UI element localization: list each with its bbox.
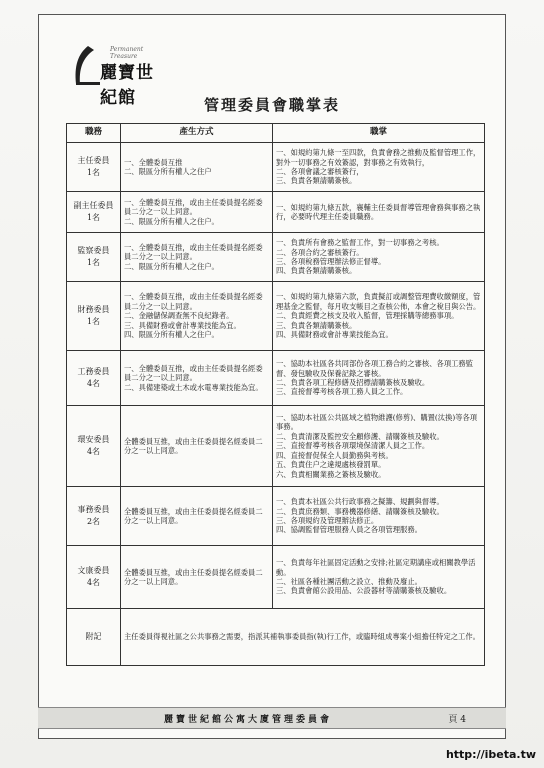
method-line: 二、金融儲保調查無不良紀錄者。 [124, 311, 234, 321]
role-text: 4名 [86, 379, 101, 388]
duty-line: 四、具備財務或會計專業技能為宜。 [276, 330, 393, 340]
role-cell [67, 233, 121, 282]
role-text: 文康委員 [77, 566, 110, 575]
method-line: 全體委員互推，或由主任委員提名經委員二分之一以上同意。 [124, 567, 263, 586]
role-text: 副主任委員 [73, 201, 114, 210]
duty-line: 三、負責各類請購簽核。 [276, 320, 357, 330]
method-line: 一、全體委員互推，或由主任委員提名經委員二分之一以上同意。 [124, 292, 263, 311]
table-header-row [67, 124, 485, 143]
role-text: 1名 [86, 168, 101, 177]
page-title: 管理委員會職掌表 [203, 96, 340, 114]
duty-line: 五、負責住户之違規處核發罰單。 [276, 460, 386, 470]
duty-line: 三、負責會館公設用品、公設器材等請購簽核及驗收。 [276, 586, 452, 596]
method-line: 二、限區分所有權人之住户 [124, 167, 212, 176]
method-line: 全體委員互推，或由主任委員提名經委員二分之一以上同意。 [124, 436, 263, 455]
duty-line: 四、協調監督管理服務人員之各項管理服務。 [276, 525, 422, 535]
duty-line: 六、負責相關業務之簽核及驗收。 [276, 469, 386, 479]
duties-cell [273, 546, 485, 609]
role-text: 4名 [86, 447, 101, 456]
duties-cell [273, 282, 485, 351]
table-row [67, 406, 485, 487]
role-text: 主任委員 [77, 156, 110, 165]
duty-line: 二、負責庶務類、事務機器修繕、請購簽核及驗收。 [276, 506, 444, 516]
note-label: 附記 [67, 609, 121, 666]
duty-line: 二、負責經費之核支及收入監督，管理採購等總務事項。 [276, 311, 459, 321]
role-text: 工務委員 [77, 367, 110, 376]
method-line: 一、全體委員互推，或由主任委員提名經委員二分之一以上同意。 [124, 363, 263, 383]
role-cell [67, 406, 121, 487]
role-text: 1名 [86, 317, 101, 326]
method-line: 一、全體委員互推，或由主任委員提名經委員二分之一以上同意。 [124, 242, 263, 262]
table-row [67, 351, 485, 406]
logo-tagline: Permanent Treasure [110, 46, 144, 60]
duties-cell [273, 406, 485, 487]
logo [68, 44, 168, 108]
method-line: 二、限區分所有權人之住户。 [124, 261, 219, 271]
table-row [67, 282, 485, 351]
method-line: 四、限區分所有權人之住户。 [124, 330, 219, 340]
note-row [67, 609, 485, 666]
duty-line: 一、負責每年社區固定活動之安排;社區定期講座或相關教學活動。 [276, 558, 476, 577]
duty-line: 一、協助本社區公共區域之植物維護(修剪)、購置(汰換)等各項事務。 [276, 412, 478, 432]
table-row [67, 546, 485, 609]
role-text: 1名 [86, 213, 101, 222]
table-row [67, 192, 485, 233]
duty-line: 二、各項合約之審核簽行。 [276, 247, 364, 257]
role-cell [67, 546, 121, 609]
footer-page-number: 頁 4 [448, 715, 466, 725]
header-method: 產生方式 [121, 124, 273, 143]
method-cell [121, 143, 273, 192]
role-cell [67, 192, 121, 233]
method-line: 一、全體委員互推 [124, 157, 183, 167]
role-cell [67, 143, 121, 192]
method-cell [121, 351, 273, 406]
duty-line: 三、直接督導考核各項環境保清潔人員之工作。 [276, 441, 430, 451]
duty-line: 三、直接督導考核各項工務人員之工作。 [276, 387, 408, 397]
method-cell [121, 233, 273, 282]
duty-line: 一、如規約第九條一至四款，負責會務之推動及監督管理工作，對外一切事務之有效簽認，對事務之有效執行， [276, 148, 481, 167]
method-line: 三、具備財務或會計專業技能為宜。 [124, 320, 241, 330]
duties-cell [273, 192, 485, 233]
role-cell [67, 282, 121, 351]
footer-title: 麗寶世紀館公寓大廈管理委員會 [163, 715, 332, 725]
table-body [67, 143, 485, 609]
duty-line: 三、各項規約及管理辦法修正。 [276, 516, 379, 525]
role-text: 2名 [86, 517, 101, 526]
role-cell [67, 351, 121, 406]
method-cell [121, 282, 273, 351]
duty-line: 二、各項會議之審核簽行， [276, 167, 364, 176]
table-row [67, 487, 485, 546]
role-text: 財務委員 [77, 305, 110, 314]
duty-line: 一、負責所有會務之監督工作，對一切事務之考核。 [276, 238, 444, 248]
duty-line: 三、負責各類請購簽核。 [276, 176, 357, 186]
duties-cell [273, 351, 485, 406]
table-row [67, 143, 485, 192]
method-cell [121, 487, 273, 546]
duty-line: 四、直接督促保全人員勤務與考核。 [276, 450, 393, 460]
duty-line: 二、社區各種社團活動之設立、推動及廢止。 [276, 577, 422, 586]
duties-cell [273, 143, 485, 192]
logo-mark-icon [68, 44, 102, 88]
method-cell [121, 406, 273, 487]
duty-table [66, 123, 485, 666]
method-line: 全體委員互推，或由主任委員提名經委員二分之一以上同意。 [124, 506, 263, 525]
table-row [67, 233, 485, 282]
duty-line: 一、如規約第九條第六款，負責擬訂或調整管理費收繳額度，管理基金之監督，每月收支帳目之查核公佈，本會之稅目與公告。 [276, 292, 481, 311]
note-text: 主任委員得視社區之公共事務之需要，指派其補執事委員指(執)行工作，或臨時組成專案小組擔任特定之工作。 [121, 609, 485, 666]
duties-cell [273, 487, 485, 546]
method-line: 二、限區分所有權人之住户。 [124, 216, 219, 226]
logo-brand: 麗寶世紀館 [100, 63, 154, 108]
footer-bar [38, 707, 506, 729]
duties-cell [273, 233, 485, 282]
duty-line: 三、各項稅務管理辦法修正督導。 [276, 257, 386, 266]
role-text: 環安委員 [77, 435, 110, 444]
duty-line: 一、如規約第九條五款，襄輔主任委員督導管理會務與事務之執行，必要時代理主任委員職務。 [276, 202, 481, 221]
role-text: 4名 [86, 578, 101, 587]
role-text: 事務委員 [77, 505, 110, 514]
header-role: 職務 [67, 124, 121, 143]
duty-line: 四、負責各類請購簽核。 [276, 266, 357, 276]
duty-line: 一、負責本社區公共行政事務之擬籌、規劃與督導。 [276, 497, 444, 507]
duty-line: 二、負責各項工程修繕及招標請購簽核及驗收。 [276, 378, 430, 387]
watermark: http://ibeta.tw [445, 748, 536, 761]
duty-line: 一、協助本社區各共同部份各項工務合約之審核、各項工務監督、發包驗收及保養記錄之審核。 [276, 359, 474, 378]
role-text: 1名 [86, 258, 101, 267]
role-cell [67, 487, 121, 546]
method-line: 二、具備建築或土木或水電專業技能為宜。 [124, 382, 263, 392]
role-text: 監察委員 [77, 246, 110, 255]
method-cell [121, 546, 273, 609]
method-cell [121, 192, 273, 233]
duty-line: 二、負責清潔及監控安全顧修護、請購簽核及驗收。 [276, 431, 444, 441]
method-line: 一、全體委員互推，或由主任委員提名經委員二分之一以上同意。 [124, 197, 263, 217]
header-duties: 職掌 [273, 124, 485, 143]
